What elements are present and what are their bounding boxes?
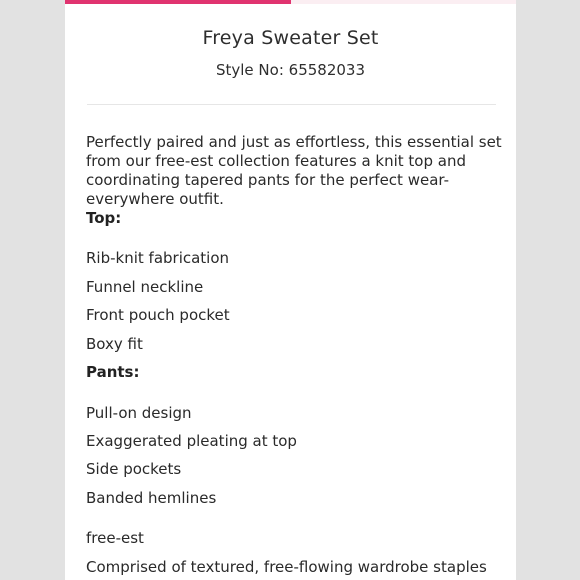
pants-feature-item: Pull-on design (86, 404, 192, 422)
collection-name: free-est (86, 529, 144, 547)
product-description: Perfectly paired and just as effortless, this essential set from our free-est collection features a knit top and coordinating tapered pants for the perfect wear-everywhere outfit. (86, 133, 502, 208)
top-feature-item: Boxy fit (86, 335, 143, 353)
pants-feature-item: Exaggerated pleating at top (86, 432, 297, 450)
tab-indicator-track (291, 0, 516, 4)
product-title: Freya Sweater Set (202, 27, 379, 49)
background-left (0, 0, 65, 580)
top-section-label: Top: (86, 209, 122, 227)
collection-tagline: Comprised of textured, free-flowing wardrobe staples (86, 558, 487, 576)
top-feature-item: Rib-knit fabrication (86, 249, 230, 267)
divider (87, 104, 496, 105)
top-feature-item: Funnel neckline (86, 278, 204, 296)
product-details-card (65, 0, 516, 580)
pants-section-label: Pants: (86, 363, 140, 381)
pants-feature-item: Side pockets (86, 460, 182, 478)
background-right (516, 0, 580, 580)
tab-indicator-active (65, 0, 291, 4)
style-number: Style No: 65582033 (215, 61, 365, 79)
pants-feature-item: Banded hemlines (86, 489, 217, 507)
top-feature-item: Front pouch pocket (86, 306, 230, 324)
